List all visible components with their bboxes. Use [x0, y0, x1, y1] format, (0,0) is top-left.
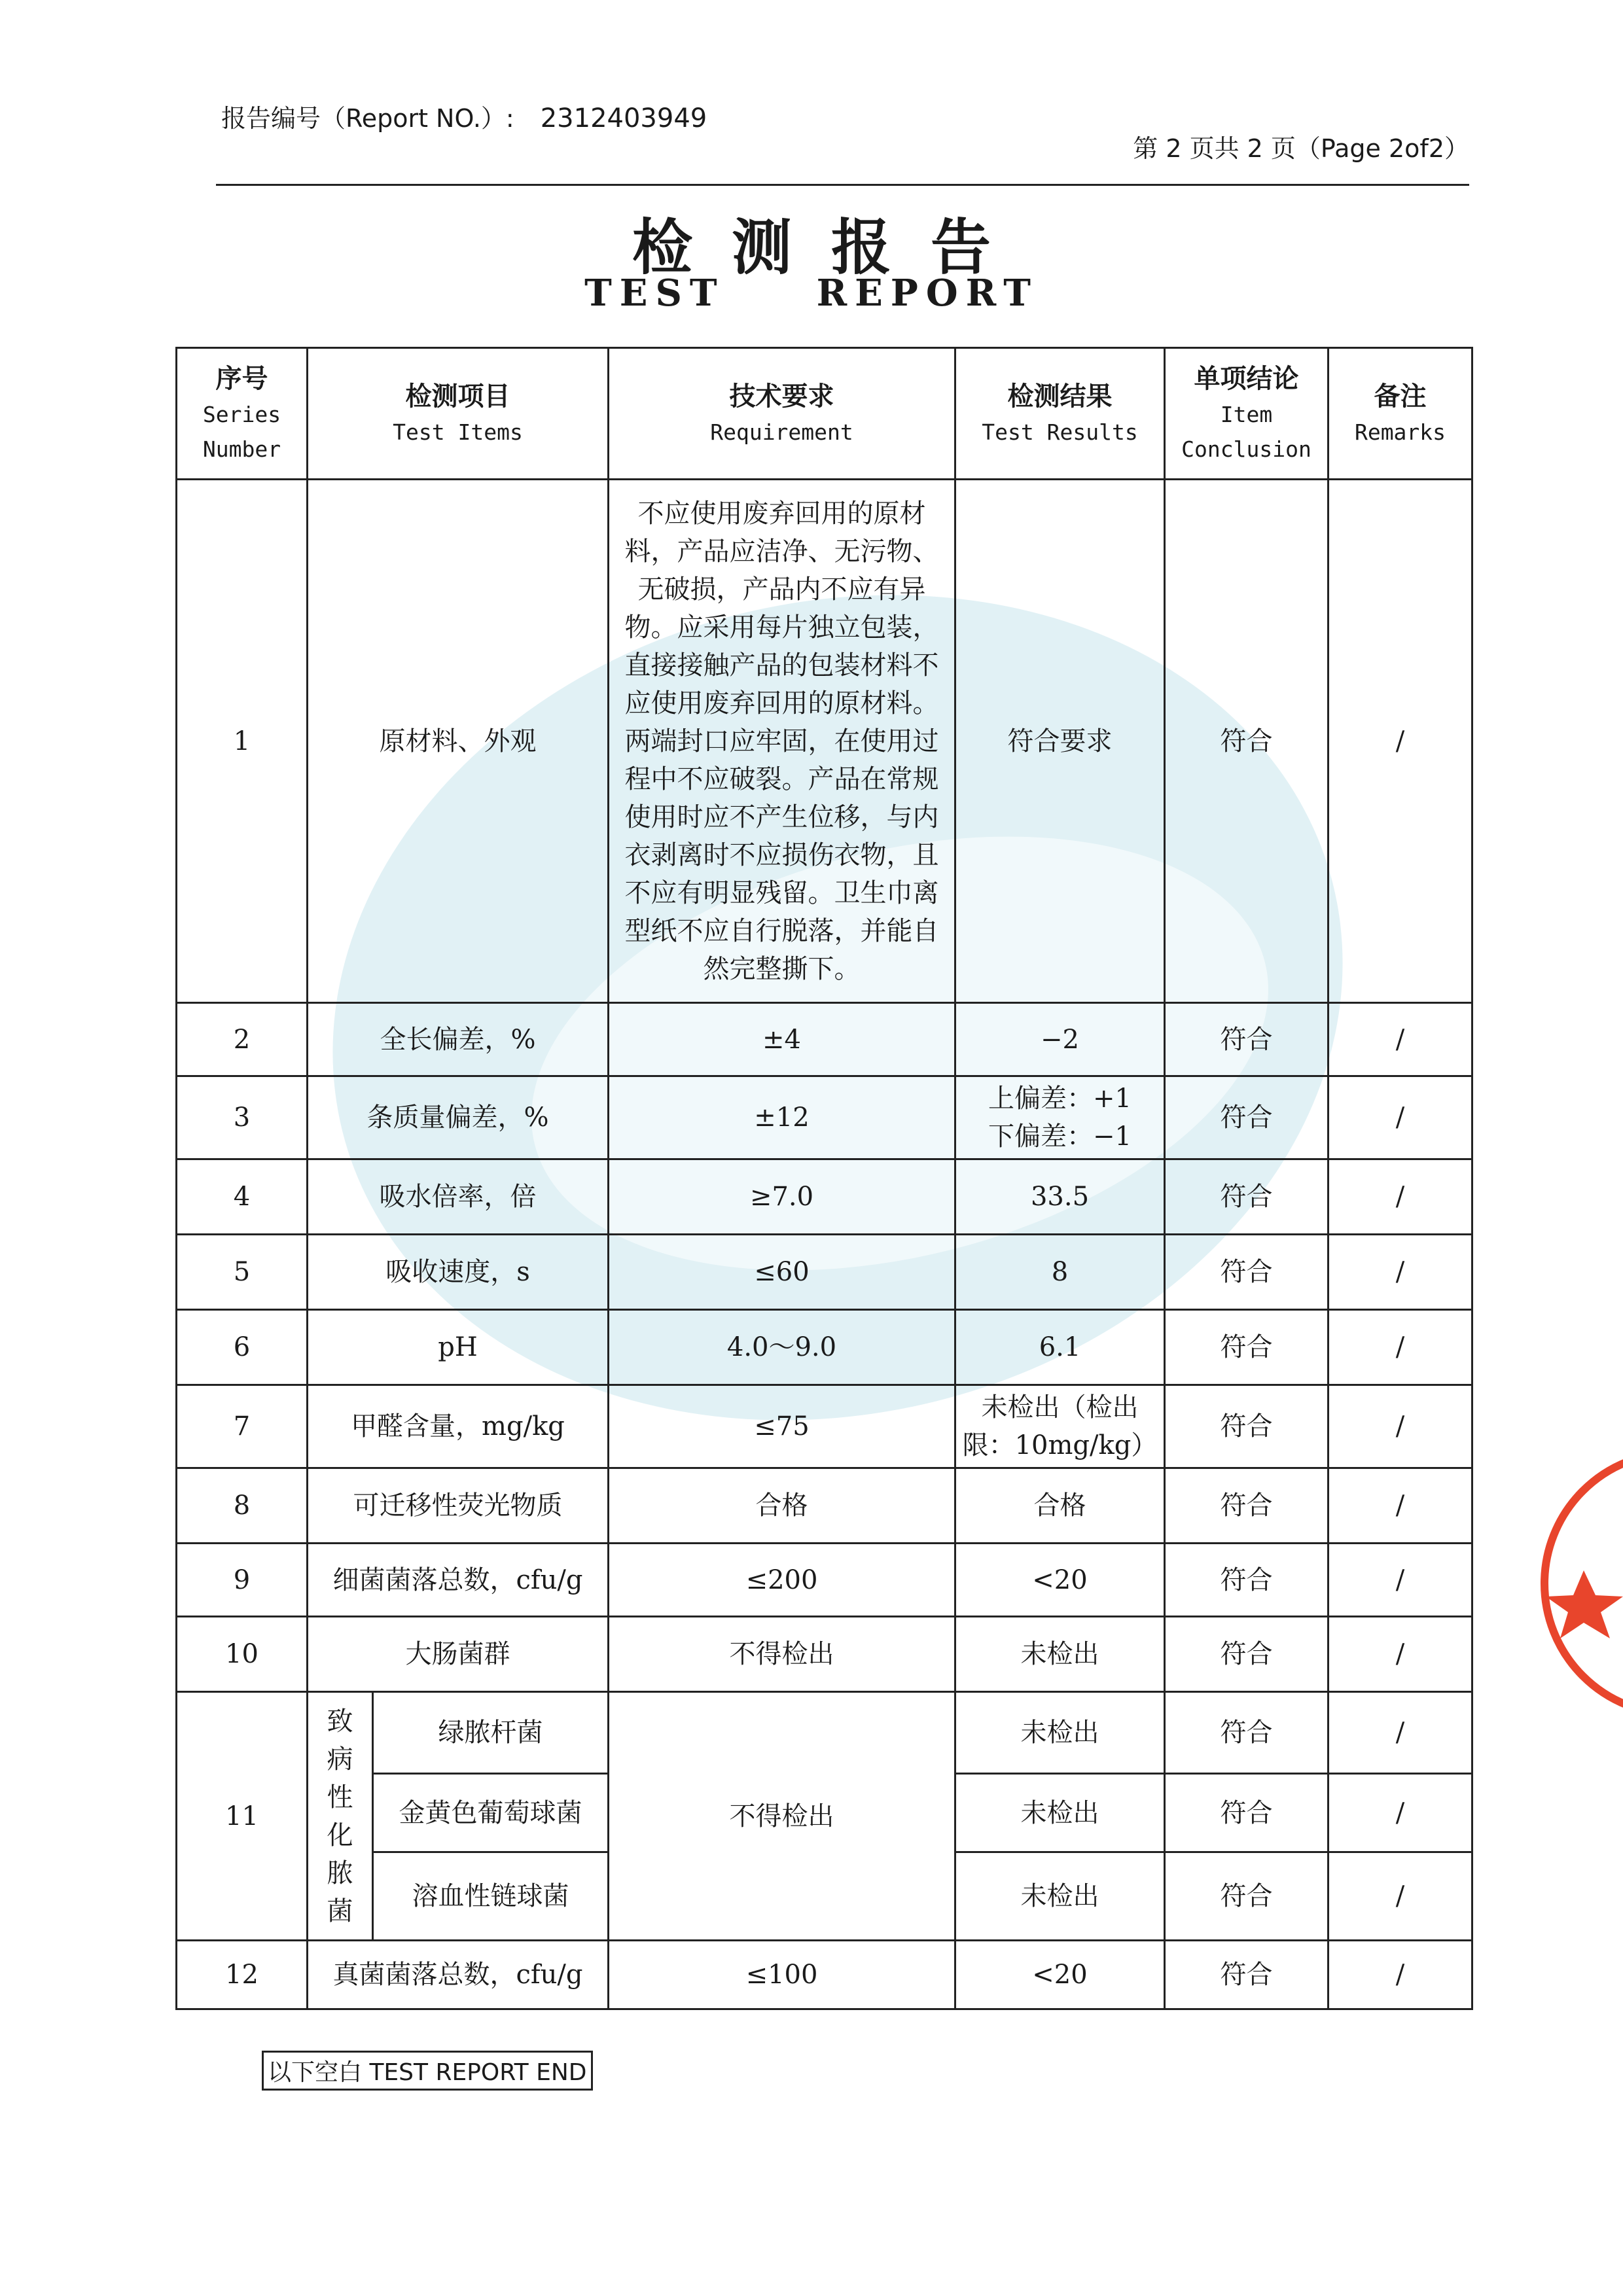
- cell-result: 合格: [955, 1468, 1165, 1544]
- cell-result: <20: [955, 1941, 1165, 2009]
- cell-remark: /: [1329, 1003, 1472, 1076]
- cell-requirement: 4.0～9.0: [609, 1310, 955, 1385]
- cell-result: 8: [955, 1235, 1165, 1310]
- cell-requirement: ≤60: [609, 1235, 955, 1310]
- cell-remark: /: [1329, 1310, 1472, 1385]
- cell-conclusion: 符合: [1165, 1076, 1329, 1159]
- cell-no: 1: [177, 480, 308, 1003]
- header-series-number: 序号 Series Number: [177, 348, 308, 480]
- cell-remark: /: [1329, 480, 1472, 1003]
- cell-requirement: 不应使用废弃回用的原材料，产品应洁净、无污物、无破损，产品内不应有异物。应采用每片独立包装，直接接触产品的包装材料不应使用废弃回用的原材料。两端封口应牢固，在使用过程中不应破裂。产品在常规使用时应不产生位移，与内衣剥离时不应损伤衣物，且不应有明显残留。卫生巾离型纸不应自行脱落，并能自然完整撕下。: [609, 480, 955, 1003]
- cell-no: 6: [177, 1310, 308, 1385]
- result-lower-deviation: 下偏差：−1: [988, 1122, 1132, 1152]
- cell-requirement: ≤200: [609, 1544, 955, 1617]
- table-row: [177, 1468, 1472, 1544]
- cell-requirement: 不得检出: [609, 1692, 955, 1941]
- cell-requirement: ≤100: [609, 1941, 955, 2009]
- cell-remark: /: [1329, 1852, 1472, 1941]
- table-row: [177, 1235, 1472, 1310]
- cell-item: 细菌菌落总数，cfu/g: [308, 1544, 609, 1617]
- cell-item: 绿脓杆菌: [373, 1692, 609, 1774]
- cell-no: 11: [177, 1692, 308, 1941]
- cell-conclusion: 符合: [1165, 1310, 1329, 1385]
- cell-conclusion: 符合: [1165, 480, 1329, 1003]
- seal-graphic: [1505, 1439, 1623, 1727]
- cell-no: 5: [177, 1235, 308, 1310]
- cell-no: 9: [177, 1544, 308, 1617]
- cell-conclusion: 符合: [1165, 1852, 1329, 1941]
- cell-requirement: ±12: [609, 1076, 955, 1159]
- report-end-marker: 以下空白 TEST REPORT END: [262, 2051, 593, 2091]
- cell-conclusion: 符合: [1165, 1617, 1329, 1692]
- table-row: [177, 1544, 1472, 1617]
- cell-result: 未检出: [955, 1617, 1165, 1692]
- cell-item: 可迁移性荧光物质: [308, 1468, 609, 1544]
- cell-requirement: 不得检出: [609, 1617, 955, 1692]
- header-item-conclusion: 单项结论 Item Conclusion: [1165, 348, 1329, 480]
- header-test-results: 检测结果 Test Results: [955, 348, 1165, 480]
- cell-item: 全长偏差，%: [308, 1003, 609, 1076]
- cell-remark: /: [1329, 1617, 1472, 1692]
- cell-conclusion: 符合: [1165, 1941, 1329, 2009]
- result-upper-deviation: 上偏差：+1: [988, 1084, 1132, 1114]
- cell-item: 条质量偏差，%: [308, 1076, 609, 1159]
- group-char: 性: [327, 1782, 353, 1812]
- cell-remark: /: [1329, 1076, 1472, 1159]
- cell-remark: /: [1329, 1941, 1472, 2009]
- table-row: [177, 1159, 1472, 1235]
- cell-conclusion: 符合: [1165, 1544, 1329, 1617]
- cell-pathogen-group: [308, 1692, 373, 1941]
- report-title-cn: 检测报告: [632, 212, 1030, 283]
- cell-conclusion: 符合: [1165, 1774, 1329, 1852]
- page-info: 第 2 页共 2 页（Page 2of2）: [1133, 134, 1469, 163]
- cell-no: 10: [177, 1617, 308, 1692]
- group-char: 化: [327, 1820, 353, 1850]
- cell-result: 未检出: [955, 1852, 1165, 1941]
- cell-result: 6.1: [955, 1310, 1165, 1385]
- table-row: [177, 1941, 1472, 2009]
- cell-remark: /: [1329, 1774, 1472, 1852]
- cell-no: 2: [177, 1003, 308, 1076]
- cell-result: <20: [955, 1544, 1165, 1617]
- report-title-en-right: REPORT: [816, 272, 1039, 315]
- table-row: [177, 1385, 1472, 1468]
- cell-remark: /: [1329, 1235, 1472, 1310]
- header-remarks: 备注 Remarks: [1329, 348, 1472, 480]
- report-title-en: [0, 272, 1623, 315]
- group-char: 致: [327, 1706, 353, 1737]
- table-row: [177, 1617, 1472, 1692]
- cell-conclusion: 符合: [1165, 1692, 1329, 1774]
- group-char: 脓: [327, 1858, 353, 1888]
- cell-item: 金黄色葡萄球菌: [373, 1774, 609, 1852]
- cell-item: 溶血性链球菌: [373, 1852, 609, 1941]
- official-seal-stamp: [1505, 1439, 1623, 1727]
- group-char: 病: [327, 1744, 353, 1775]
- cell-result: −2: [955, 1003, 1165, 1076]
- cell-no: 4: [177, 1159, 308, 1235]
- report-number-value: 2312403949: [540, 103, 707, 133]
- cell-remark: /: [1329, 1385, 1472, 1468]
- cell-requirement: ±4: [609, 1003, 955, 1076]
- cell-item: 吸收速度，s: [308, 1235, 609, 1310]
- cell-result: 未检出: [955, 1692, 1165, 1774]
- header-requirement: 技术要求 Requirement: [609, 348, 955, 480]
- table-row: [177, 1003, 1472, 1076]
- cell-requirement: ≤75: [609, 1385, 955, 1468]
- cell-item: pH: [308, 1310, 609, 1385]
- report-number-label: 报告编号（Report NO.）:: [221, 104, 514, 133]
- cell-no: 12: [177, 1941, 308, 2009]
- cell-conclusion: 符合: [1165, 1468, 1329, 1544]
- cell-result: 符合要求: [955, 480, 1165, 1003]
- cell-result: 33.5: [955, 1159, 1165, 1235]
- cell-conclusion: 符合: [1165, 1385, 1329, 1468]
- header-test-items: 检测项目 Test Items: [308, 348, 609, 480]
- cell-item: 真菌菌落总数，cfu/g: [308, 1941, 609, 2009]
- cell-item: 吸水倍率，倍: [308, 1159, 609, 1235]
- cell-item: 甲醛含量，mg/kg: [308, 1385, 609, 1468]
- cell-result: 未检出: [955, 1774, 1165, 1852]
- report-number: [221, 98, 707, 134]
- table-row: [177, 480, 1472, 1003]
- cell-result: 未检出（检出限：10mg/kg）: [955, 1385, 1165, 1468]
- cell-remark: /: [1329, 1544, 1472, 1617]
- cell-no: 8: [177, 1468, 308, 1544]
- cell-remark: /: [1329, 1692, 1472, 1774]
- table-row: [177, 1076, 1472, 1159]
- cell-no: 3: [177, 1076, 308, 1159]
- group-char: 菌: [327, 1896, 353, 1926]
- cell-no: 7: [177, 1385, 308, 1468]
- cell-requirement: ≥7.0: [609, 1159, 955, 1235]
- cell-conclusion: 符合: [1165, 1003, 1329, 1076]
- cell-item: 大肠菌群: [308, 1617, 609, 1692]
- table-row-pathogen-1: [177, 1692, 1472, 1774]
- header-divider: [216, 184, 1469, 186]
- cell-conclusion: 符合: [1165, 1235, 1329, 1310]
- report-title-en-left: TEST: [584, 272, 725, 315]
- cell-requirement: 合格: [609, 1468, 955, 1544]
- table-header-row: [177, 348, 1472, 480]
- table-row: [177, 1310, 1472, 1385]
- cell-remark: /: [1329, 1159, 1472, 1235]
- cell-remark: /: [1329, 1468, 1472, 1544]
- cell-result: [955, 1076, 1165, 1159]
- cell-conclusion: 符合: [1165, 1159, 1329, 1235]
- cell-item: 原材料、外观: [308, 480, 609, 1003]
- test-results-table: [175, 347, 1473, 2010]
